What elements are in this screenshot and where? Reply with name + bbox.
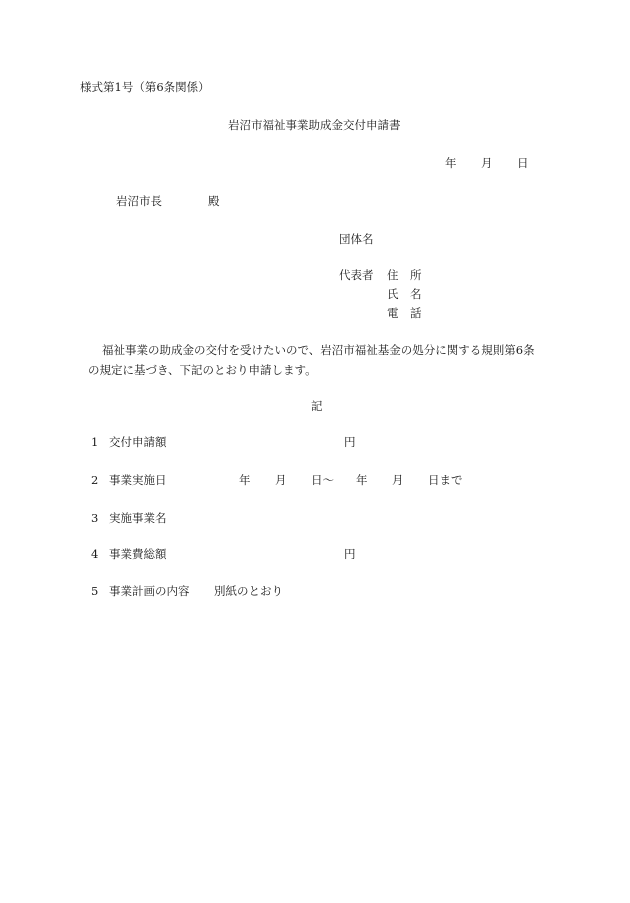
- document-title: 岩沼市福祉事業助成金交付申請書: [228, 118, 401, 132]
- date-day-label: 日: [517, 156, 529, 170]
- item-label-total-cost: 事業費総額: [109, 547, 167, 561]
- item-number: 1: [91, 435, 99, 449]
- item-number: 5: [91, 584, 99, 598]
- item-number: 4: [91, 547, 99, 561]
- item-number: 3: [91, 511, 99, 525]
- item-number: 2: [91, 473, 99, 487]
- body-line-2: の規定に基づき、下記のとおり申請します。: [88, 363, 317, 377]
- start-year-label: 年: [239, 473, 251, 487]
- item-label-implementation-date: 事業実施日: [109, 473, 167, 487]
- item-value-see-attachment: 別紙のとおり: [214, 584, 283, 598]
- addressee-honorific: 殿: [208, 194, 220, 208]
- form-number: 様式第1号（第6条関係）: [80, 80, 210, 94]
- address-label: 住 所: [387, 268, 422, 282]
- note-heading: 記: [311, 399, 323, 413]
- item-label-application-amount: 交付申請額: [109, 435, 167, 449]
- item-label-project-plan: 事業計画の内容: [109, 584, 190, 598]
- addressee-name: 岩沼市長: [116, 194, 162, 208]
- date-year-label: 年: [445, 156, 457, 170]
- group-name-label: 団体名: [339, 232, 374, 246]
- start-month-label: 月: [275, 473, 287, 487]
- body-paragraph: [88, 340, 558, 380]
- end-day-label: 日まで: [428, 473, 463, 487]
- date-month-label: 月: [481, 156, 493, 170]
- item-value-yen: 円: [344, 435, 356, 449]
- body-line-1: 福祉事業の助成金の交付を受けたいので、岩沼市福祉基金の処分に関する規則第6条: [102, 343, 535, 357]
- representative-label: 代表者: [339, 268, 374, 282]
- phone-label: 電 話: [387, 306, 422, 320]
- start-day-label: 日～: [311, 473, 334, 487]
- item-value-yen: 円: [344, 547, 356, 561]
- end-year-label: 年: [356, 473, 368, 487]
- item-label-project-name: 実施事業名: [109, 511, 167, 525]
- name-label: 氏 名: [387, 287, 422, 301]
- end-month-label: 月: [392, 473, 404, 487]
